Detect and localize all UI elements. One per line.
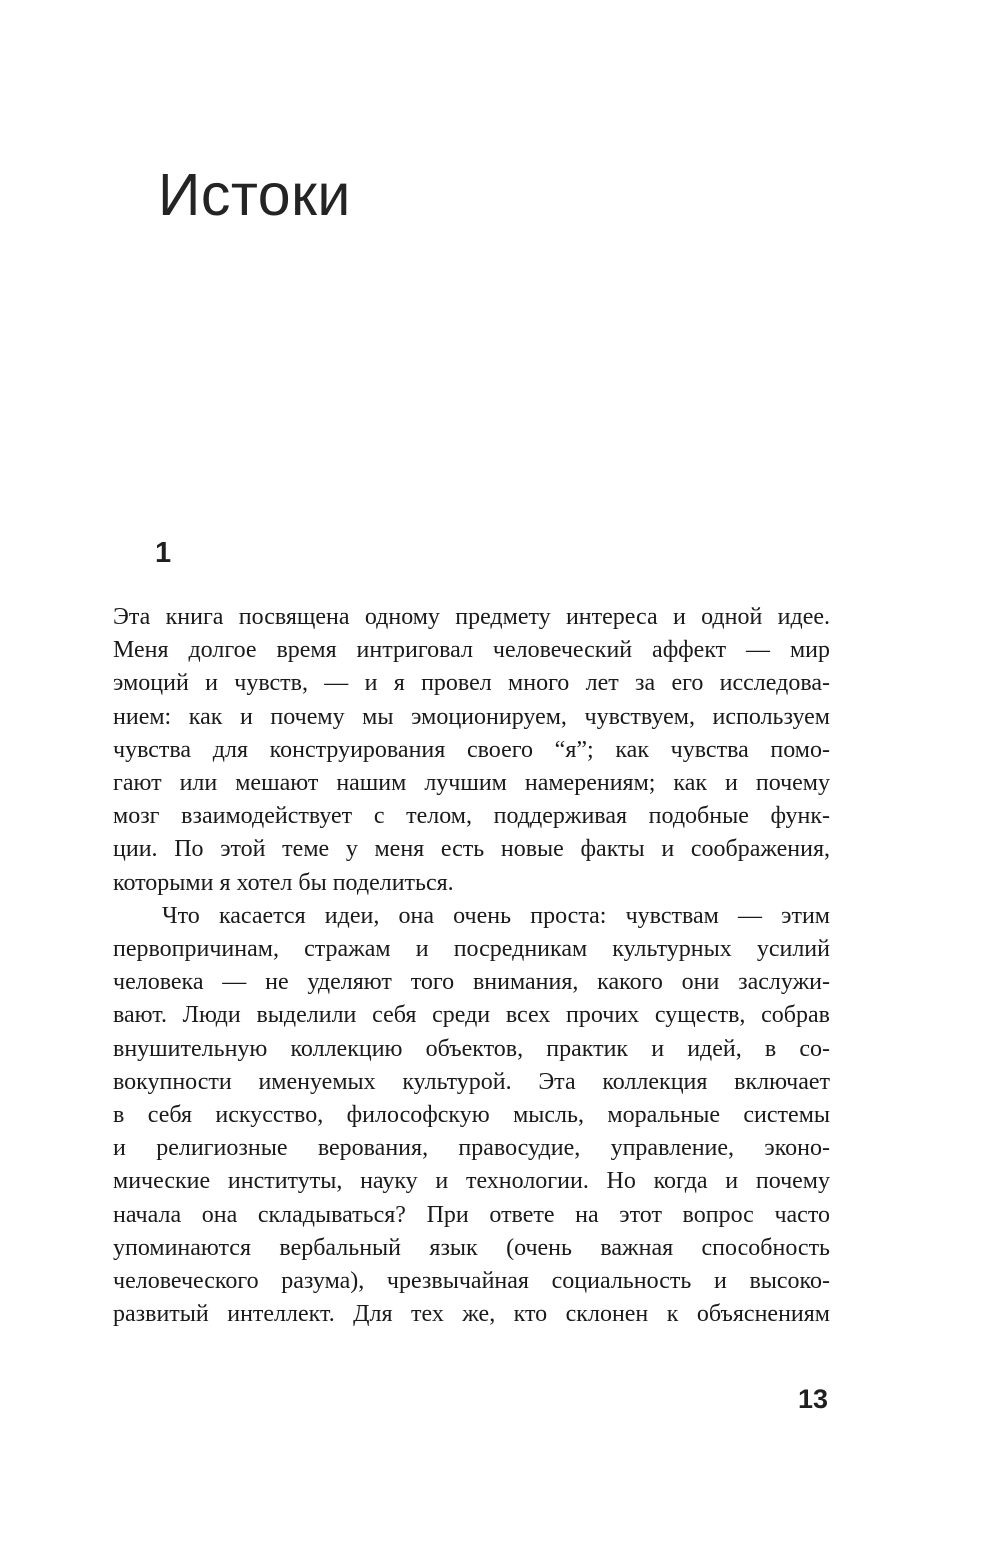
body-text-line: Меня долгое время интриговал человеческий аффект — мир bbox=[113, 637, 830, 664]
body-text-line: которыми я хотел бы поделиться. bbox=[113, 869, 454, 896]
body-text-line: эмоций и чувств, — и я провел много лет за его исследова- bbox=[113, 670, 830, 697]
chapter-title: Истоки bbox=[158, 162, 351, 228]
body-text-line: чувства для конструирования своего “я”; как чувства помо- bbox=[113, 736, 830, 763]
body-text-line: человеческого разума), чрезвычайная социальность и высоко- bbox=[113, 1268, 830, 1295]
body-text-line: внушительную коллекцию объектов, практик и идей, в со- bbox=[113, 1035, 830, 1062]
body-text-line: нием: как и почему мы эмоционируем, чувствуем, используем bbox=[113, 703, 830, 730]
body-text-line: вокупности именуемых культурой. Эта коллекция включает bbox=[113, 1068, 830, 1095]
body-text-line: человека — не уделяют того внимания, какого они заслужи- bbox=[113, 969, 830, 996]
body-text-line: начала она складываться? При ответе на этот вопрос часто bbox=[113, 1201, 830, 1228]
body-text-line: развитый интеллект. Для тех же, кто склонен к объяснениям bbox=[113, 1301, 830, 1328]
body-text-line: и религиозные верования, правосудие, управление, эконо- bbox=[113, 1135, 830, 1162]
body-text-line: Что касается идеи, она очень проста: чувствам — этим bbox=[162, 902, 830, 929]
body-text-line: мические институты, науку и технологии. Но когда и почему bbox=[113, 1168, 830, 1195]
body-text-line: в себя искусство, философскую мысль, моральные системы bbox=[113, 1102, 830, 1129]
body-text bbox=[113, 601, 830, 1331]
body-text-line: Эта книга посвящена одному предмету интереса и одной идее. bbox=[113, 604, 830, 630]
body-text-line: гают или мешают нашим лучшим намерениям; как и почему bbox=[113, 770, 830, 797]
body-text-line: вают. Люди выделили себя среди всех прочих существ, собрав bbox=[113, 1002, 830, 1029]
body-text-line: первопричинам, стражам и посредникам культурных усилий bbox=[113, 936, 830, 963]
body-text-line: мозг взаимодействует с телом, поддерживая подобные функ- bbox=[113, 803, 830, 830]
section-number: 1 bbox=[155, 537, 172, 569]
body-text-line: ции. По этой теме у меня есть новые факты и соображения, bbox=[113, 836, 830, 863]
body-text-line: упоминаются вербальный язык (очень важная способность bbox=[113, 1234, 830, 1261]
page-number: 13 bbox=[797, 1384, 828, 1414]
